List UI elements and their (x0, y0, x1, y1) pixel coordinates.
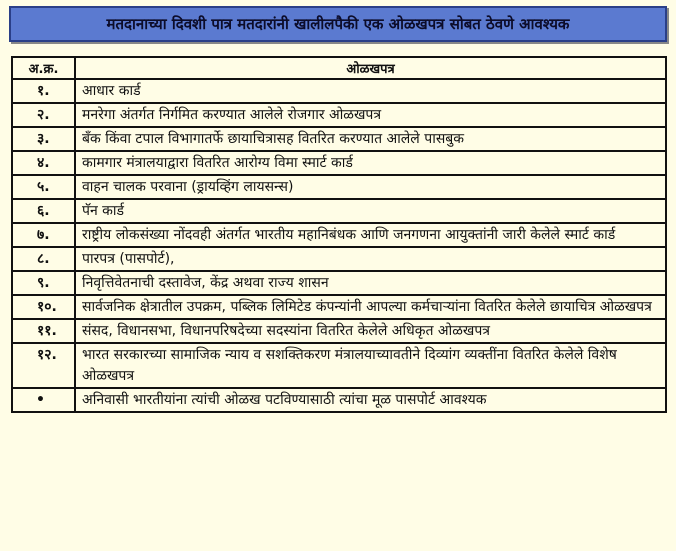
row-document: भारत सरकारच्या सामाजिक न्याय व सशक्तिकरण मंत्रालयाच्यावतीने दिव्यांग व्यक्तींना वितरित केलेले विशेष ओळखपत्र (75, 343, 666, 388)
table-row (12, 295, 666, 319)
row-number: ८. (12, 247, 75, 271)
row-number: १. (12, 79, 75, 103)
header-serial-number: अ.क्र. (12, 57, 75, 79)
table-row (12, 319, 666, 343)
table-row (12, 127, 666, 151)
row-number: १०. (12, 295, 75, 319)
row-document: पॅन कार्ड (75, 199, 666, 223)
row-document: निवृत्तिवेतनाची दस्तावेज, केंद्र अथवा राज्य शासन (75, 271, 666, 295)
header-id-document: ओळखपत्र (75, 57, 666, 79)
row-number: १२. (12, 343, 75, 388)
row-number: ६. (12, 199, 75, 223)
table-row (12, 247, 666, 271)
row-document: बँक किंवा टपाल विभागातर्फे छायाचित्रासह वितरित करण्यात आलेले पासबुक (75, 127, 666, 151)
row-number: ४. (12, 151, 75, 175)
id-documents-table (11, 56, 667, 413)
table-row (12, 223, 666, 247)
row-document: राष्ट्रीय लोकसंख्या नोंदवही अंतर्गत भारतीय महानिबंधक आणि जनगणना आयुक्तांनी जारी केलेले स्मार्ट कार्ड (75, 223, 666, 247)
row-number: ३. (12, 127, 75, 151)
row-bullet: • (12, 388, 75, 412)
row-document: मनरेगा अंतर्गत निर्गमित करण्यात आलेले रोजगार ओळखपत्र (75, 103, 666, 127)
row-document: आधार कार्ड (75, 79, 666, 103)
table-header-row (12, 57, 666, 79)
row-document: संसद, विधानसभा, विधानपरिषदेच्या सदस्यांना वितरित केलेले अधिकृत ओळखपत्र (75, 319, 666, 343)
table-row (12, 199, 666, 223)
table-row (12, 343, 666, 388)
table-row (12, 151, 666, 175)
table-row (12, 79, 666, 103)
row-document: पारपत्र (पासपोर्ट), (75, 247, 666, 271)
table-row (12, 388, 666, 412)
row-number: ११. (12, 319, 75, 343)
row-document: सार्वजनिक क्षेत्रातील उपक्रम, पब्लिक लिमिटेड कंपन्यांनी आपल्या कर्मचाऱ्यांना वितरित केलेले छायाचित्र ओळखपत्र (75, 295, 666, 319)
row-document: कामगार मंत्रालयाद्वारा वितरित आरोग्य विमा स्मार्ट कार्ड (75, 151, 666, 175)
table-row (12, 271, 666, 295)
row-number: २. (12, 103, 75, 127)
row-number: ५. (12, 175, 75, 199)
row-document: अनिवासी भारतीयांना त्यांची ओळख पटविण्यासाठी त्यांचा मूळ पासपोर्ट आवश्यक (75, 388, 666, 412)
page-title: मतदानाच्या दिवशी पात्र मतदारांनी खालीलपैकी एक ओळखपत्र सोबत ठेवणे आवश्यक (9, 6, 667, 42)
row-document: वाहन चालक परवाना (ड्रायव्हिंग लायसन्स) (75, 175, 666, 199)
row-number: ७. (12, 223, 75, 247)
table-row (12, 175, 666, 199)
table-row (12, 103, 666, 127)
row-number: ९. (12, 271, 75, 295)
